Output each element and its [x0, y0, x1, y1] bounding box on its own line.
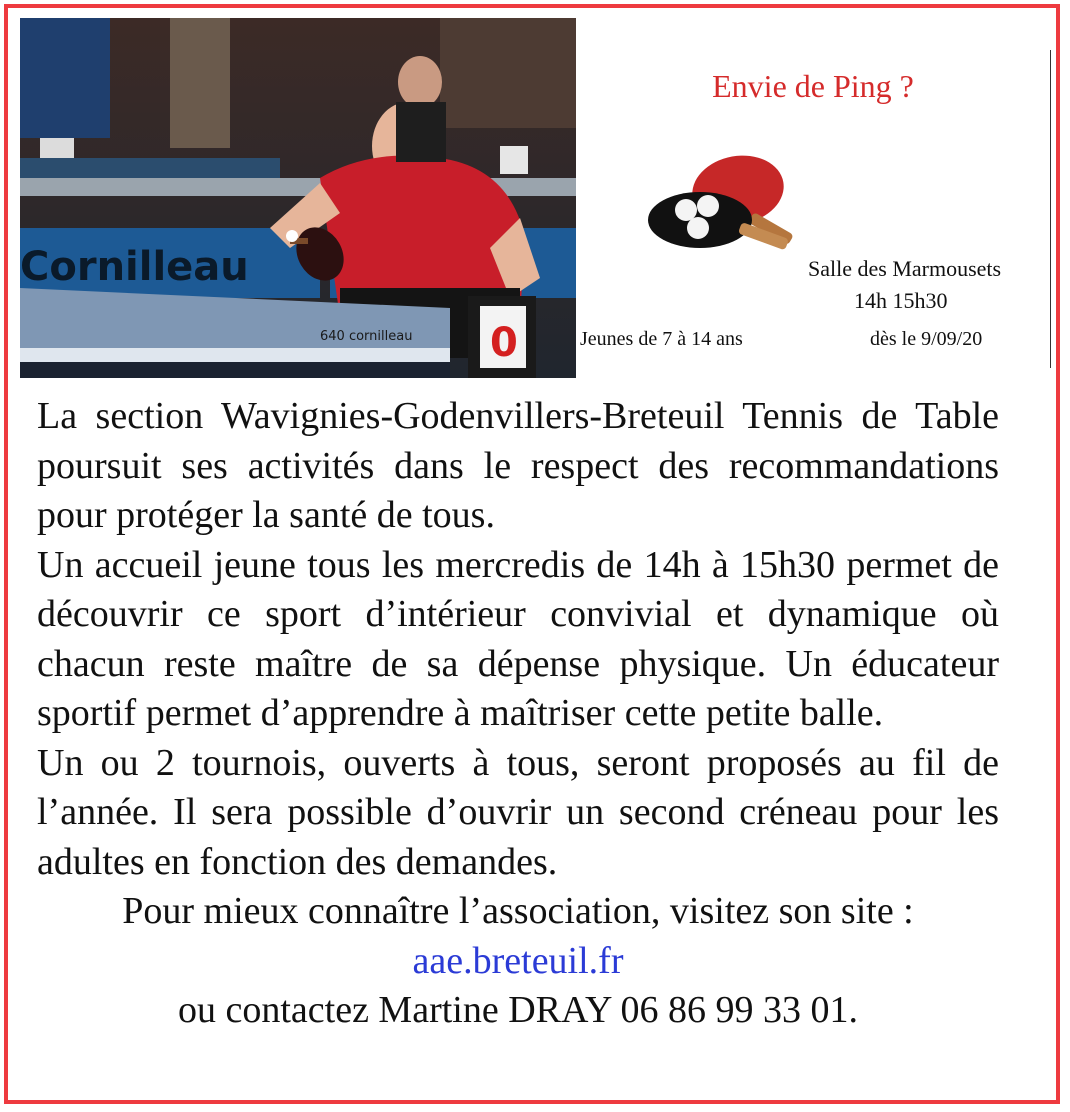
flyer-venue: Salle des Marmousets — [808, 256, 1002, 281]
website-link[interactable]: aae.breteuil.fr — [412, 939, 624, 982]
flyer-date: dès le 9/09/20 — [870, 328, 983, 350]
article-website-intro: Pour mieux connaître l’association, visitez son site : — [122, 890, 914, 932]
flyer-title: Envie de Ping ? — [712, 68, 914, 104]
scoreboard-digit: 0 — [490, 320, 518, 366]
banner-text: Cornilleau — [20, 244, 249, 290]
article-paragraph-1: La section Wavignies-Godenvillers-Breteuil Tennis de Table poursuit ses activités dans le respect des recommandations pour protéger la santé de tous. — [37, 395, 999, 536]
player-photo — [20, 18, 576, 378]
article-paragraph-2: Un accueil jeune tous les mercredis de 14h à 15h30 permet de découvrir ce sport d’intérieur convivial et dynamique où chacun reste maître de sa dépense physique. Un éducateur sportif permet d’apprendre à maîtriser cette petite balle. — [37, 543, 999, 734]
flyer-time: 14h 15h30 — [854, 288, 948, 313]
player-photo-art — [20, 18, 576, 378]
contact-line: ou contactez Martine DRAY 06 86 99 33 01. — [177, 989, 858, 1031]
article-body — [37, 392, 999, 1036]
flyer-age: Jeunes de 7 à 14 ans — [580, 328, 743, 350]
ping-pong-paddles-icon — [642, 142, 802, 262]
table-label: 640 cornilleau — [320, 329, 413, 344]
article-paragraph-3: Un ou 2 tournois, ouverts à tous, seront proposés au fil de l’année. Il sera possible d’ouvrir un second créneau pour les adultes en fonction des demandes. — [37, 741, 999, 883]
event-flyer — [576, 50, 1051, 368]
